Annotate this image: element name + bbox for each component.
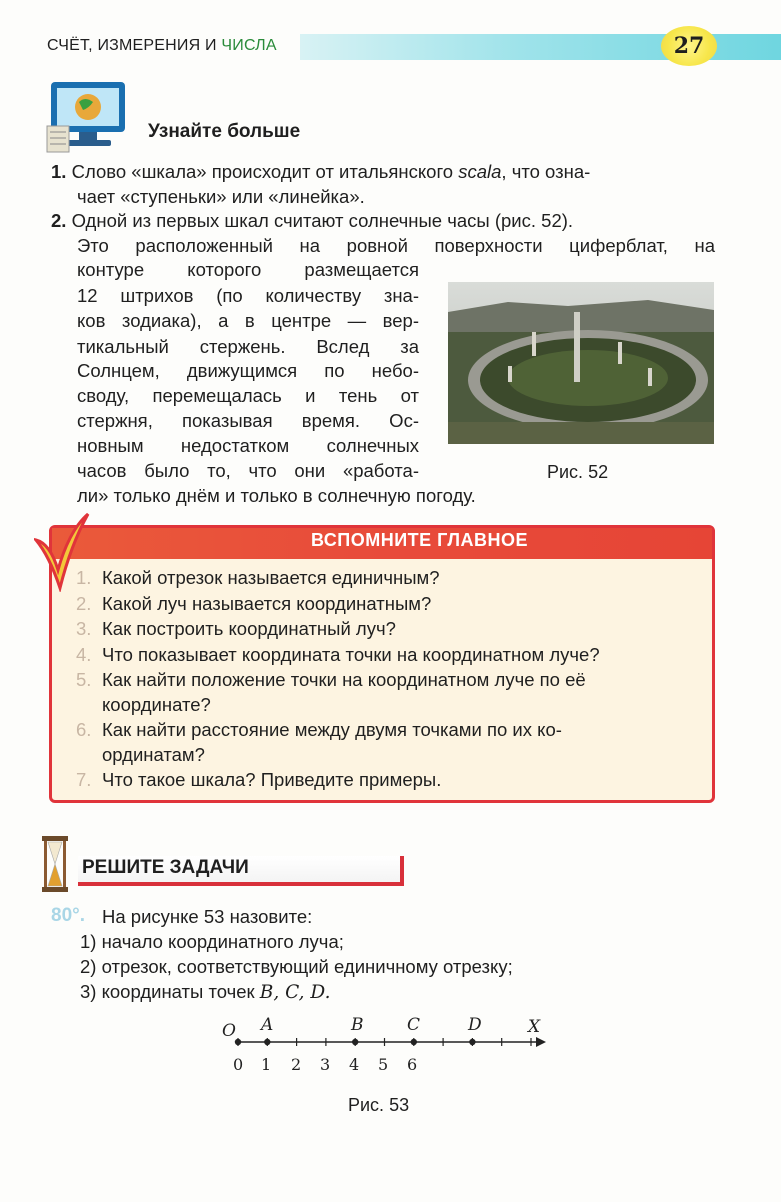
coordinate-ray — [200, 1010, 560, 1080]
learn-more-title: Узнайте больше — [148, 121, 301, 142]
question-2: 2. Какой луч называется координатным? — [76, 593, 432, 614]
tick-label-3: 3 — [320, 1055, 331, 1074]
page-number: 27 — [661, 26, 717, 66]
question-6-cont: ординатам? — [102, 744, 205, 765]
solve-title: РЕШИТЕ ЗАДАЧИ — [82, 857, 249, 878]
tick-label-1: 1 — [261, 1055, 272, 1074]
hourglass-icon — [42, 836, 68, 892]
label-C: C — [407, 1015, 421, 1035]
item2-line3: контуре которого размещается — [77, 259, 419, 280]
figure-53-caption: Рис. 53 — [348, 1095, 410, 1115]
label-O: O — [222, 1021, 236, 1041]
item2-line12: ли» только днём и только в солнечную погоду. — [77, 485, 476, 506]
question-4: 4. Что показывает координата точки на координатном луче? — [76, 644, 600, 665]
question-5-cont: координате? — [102, 694, 211, 715]
question-1: 1. Какой отрезок называется единичным? — [76, 567, 440, 588]
sundial-photo — [448, 282, 714, 444]
section-title-accent: ЧИСЛА — [221, 37, 277, 54]
problem-item-1: 1) начало координатного луча; — [80, 931, 344, 952]
tick-label-0: 0 — [233, 1055, 244, 1074]
item2-line10: новным недостатком солнечных — [77, 435, 419, 456]
problem-number: 80°. — [51, 905, 86, 926]
question-5: 5. Как найти положение точки на координатном луче по её — [76, 669, 586, 690]
label-D: D — [468, 1015, 482, 1035]
question-6: 6. Как найти расстояние между двумя точками по их ко- — [76, 719, 562, 740]
question-7: 7. Что такое шкала? Приведите примеры. — [76, 769, 442, 790]
problem-intro: На рисунке 53 назовите: — [102, 906, 313, 927]
problem-item-2: 2) отрезок, соответствующий единичному отрезку; — [80, 956, 513, 977]
section-title: СЧЁТ, ИЗМЕРЕНИЯ И ЧИСЛА — [47, 37, 277, 54]
item2-line7: Солнцем, движущимся по небо- — [77, 360, 419, 381]
axis-point — [411, 1039, 417, 1045]
item2-line1: 2. Одной из первых шкал считают солнечные часы (рис. 52). — [51, 210, 574, 231]
question-3: 3. Как построить координатный луч? — [76, 618, 396, 639]
figure-52-caption: Рис. 52 — [547, 462, 609, 482]
computer-monitor-icon — [45, 80, 133, 154]
axis-point — [352, 1039, 358, 1045]
item1-line1: 1. Слово «шкала» происходит от итальянского scala, что озна- — [51, 161, 591, 182]
tick-label-6: 6 — [407, 1055, 418, 1074]
item2-line5: ков зодиака), а в центре — вер- — [77, 310, 419, 331]
problem-points: B, C, D. — [259, 982, 331, 1003]
remember-title: ВСПОМНИТЕ ГЛАВНОЕ — [310, 530, 529, 550]
item2-line9: стержня, показывая время. Ос- — [77, 410, 419, 431]
tick-label-2: 2 — [291, 1055, 302, 1074]
item2-line6: тикальный стержень. Вслед за — [77, 336, 419, 357]
axis-point — [469, 1039, 475, 1045]
item2-line2: Это расположенный на ровной поверхности циферблат, на — [77, 235, 715, 256]
item2-line4: 12 штрихов (по количеству зна- — [77, 285, 419, 306]
item2-line11: часов было то, что они «работа- — [77, 460, 419, 481]
label-A: A — [261, 1015, 274, 1035]
tick-label-4: 4 — [349, 1055, 360, 1074]
item1-line2: чает «ступеньки» или «линейка». — [77, 186, 365, 207]
problem-item-3: 3) координаты точек B, C, D. — [80, 981, 331, 1003]
tick-label-5: 5 — [378, 1055, 389, 1074]
label-X: X — [528, 1017, 541, 1037]
label-B: B — [351, 1015, 364, 1035]
axis-point — [264, 1039, 270, 1045]
item2-line8: своду, перемещалась и тень от — [77, 385, 419, 406]
